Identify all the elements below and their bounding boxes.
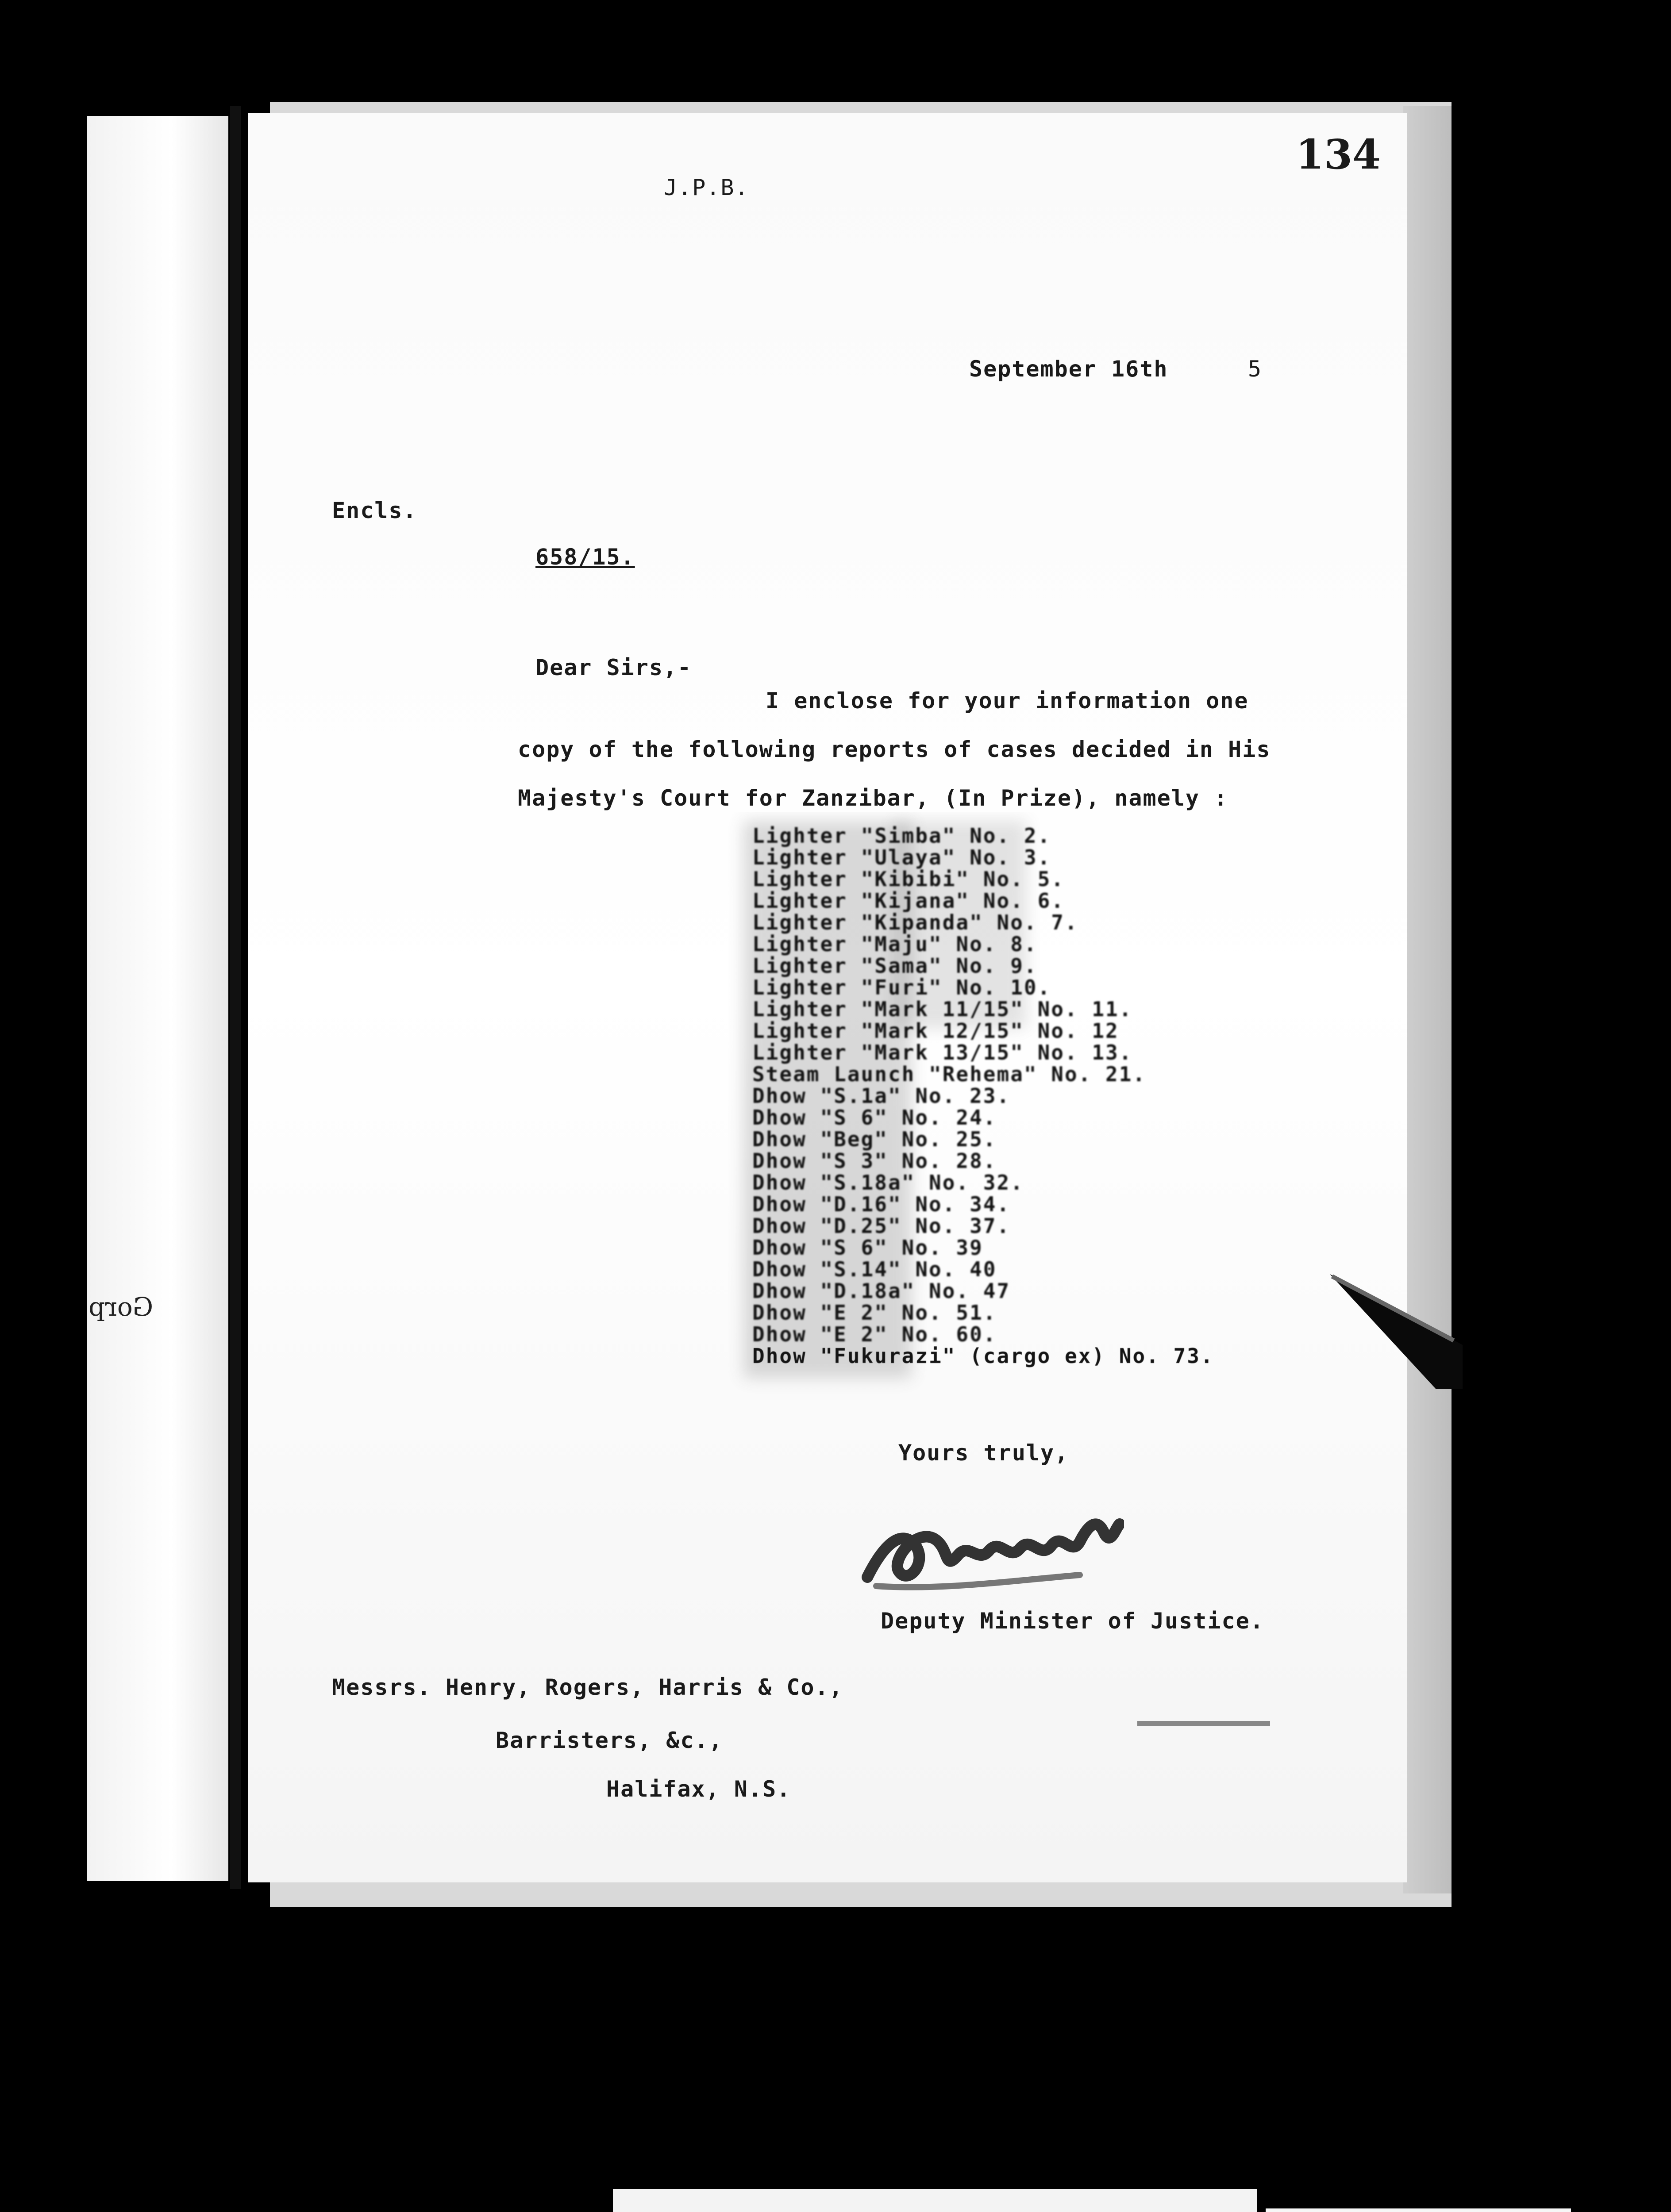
enclosures-note: Encls.: [332, 498, 417, 523]
vessel-entry: Lighter "Kijana" No. 6.: [752, 889, 1065, 913]
letter-page: [248, 113, 1407, 1882]
vessel-entry: Lighter "Kibibi" No. 5.: [752, 867, 1065, 891]
vessel-entry: Dhow "D.18a" No. 47: [752, 1279, 1011, 1303]
vessel-entry: Dhow "D.25" No. 37.: [752, 1214, 1011, 1238]
vessel-entry: Dhow "S 6" No. 39: [752, 1236, 983, 1260]
vessel-entry: Dhow "S.14" No. 40: [752, 1257, 997, 1281]
vessel-entry: Lighter "Sama" No. 9.: [752, 954, 1038, 978]
left-underlying-page: [87, 116, 228, 1881]
vessel-entry: Dhow "Fukurazi" (cargo ex) No. 73.: [752, 1344, 1214, 1368]
vessel-entry: Lighter "Kipanda" No. 7.: [752, 910, 1078, 934]
body-line: I enclose for your information one: [766, 688, 1249, 714]
vessel-list: [752, 825, 1214, 1367]
vessel-entry: Lighter "Simba" No. 2.: [752, 824, 1051, 848]
addressee-line: Barristers, &c.,: [496, 1728, 723, 1753]
vessel-entry: Dhow "S.1a" No. 23.: [752, 1084, 1011, 1108]
edge-mark: [1137, 1721, 1270, 1726]
year-digit: 5: [1248, 356, 1263, 382]
pen-tip: [1321, 1256, 1463, 1389]
page-edge-shadow: [230, 106, 241, 1889]
closing: Yours truly,: [898, 1440, 1069, 1466]
vessel-entry: Lighter "Mark 11/15" No. 11.: [752, 997, 1133, 1021]
vessel-entry: Steam Launch "Rehema" No. 21.: [752, 1062, 1147, 1086]
vessel-entry: Dhow "S.18a" No. 32.: [752, 1171, 1024, 1194]
vessel-entry: Dhow "E 2" No. 51.: [752, 1301, 997, 1325]
condition-label: [1266, 2208, 1571, 2212]
vessel-entry: Dhow "E 2" No. 60.: [752, 1322, 997, 1346]
signature: [850, 1475, 1124, 1608]
salutation: Dear Sirs,-: [535, 655, 692, 680]
addressee-line: Messrs. Henry, Rogers, Harris & Co.,: [332, 1674, 843, 1700]
vessel-entry: Dhow "S 6" No. 24.: [752, 1106, 997, 1129]
archive-department-label: [613, 2189, 1257, 2212]
initials: J.P.B.: [664, 175, 749, 200]
margin-note: Gorp: [89, 1292, 154, 1322]
vessel-entry: Lighter "Maju" No. 8.: [752, 932, 1038, 956]
signatory-title: Deputy Minister of Justice.: [881, 1608, 1264, 1634]
file-reference: 658/15.: [535, 544, 635, 570]
back-sheet-edge: [1403, 106, 1452, 1893]
body-line: copy of the following reports of cases decided in His: [518, 737, 1271, 762]
vessel-entry: Lighter "Ulaya" No. 3.: [752, 845, 1051, 869]
vessel-entry: Lighter "Mark 13/15" No. 13.: [752, 1041, 1133, 1064]
vessel-entry: Dhow "Beg" No. 25.: [752, 1127, 997, 1151]
vessel-entry: Lighter "Furi" No. 10.: [752, 975, 1051, 999]
page-number: 134: [1295, 131, 1381, 178]
addressee-line: Halifax, N.S.: [606, 1776, 791, 1802]
vessel-entry: Dhow "D.16" No. 34.: [752, 1192, 1011, 1216]
body-line: Majesty's Court for Zanzibar, (In Prize), namely :: [518, 785, 1228, 811]
vessel-entry: Lighter "Mark 12/15" No. 12: [752, 1019, 1119, 1043]
vessel-entry: Dhow "S 3" No. 28.: [752, 1149, 997, 1173]
date-line: September 16th: [969, 356, 1168, 382]
